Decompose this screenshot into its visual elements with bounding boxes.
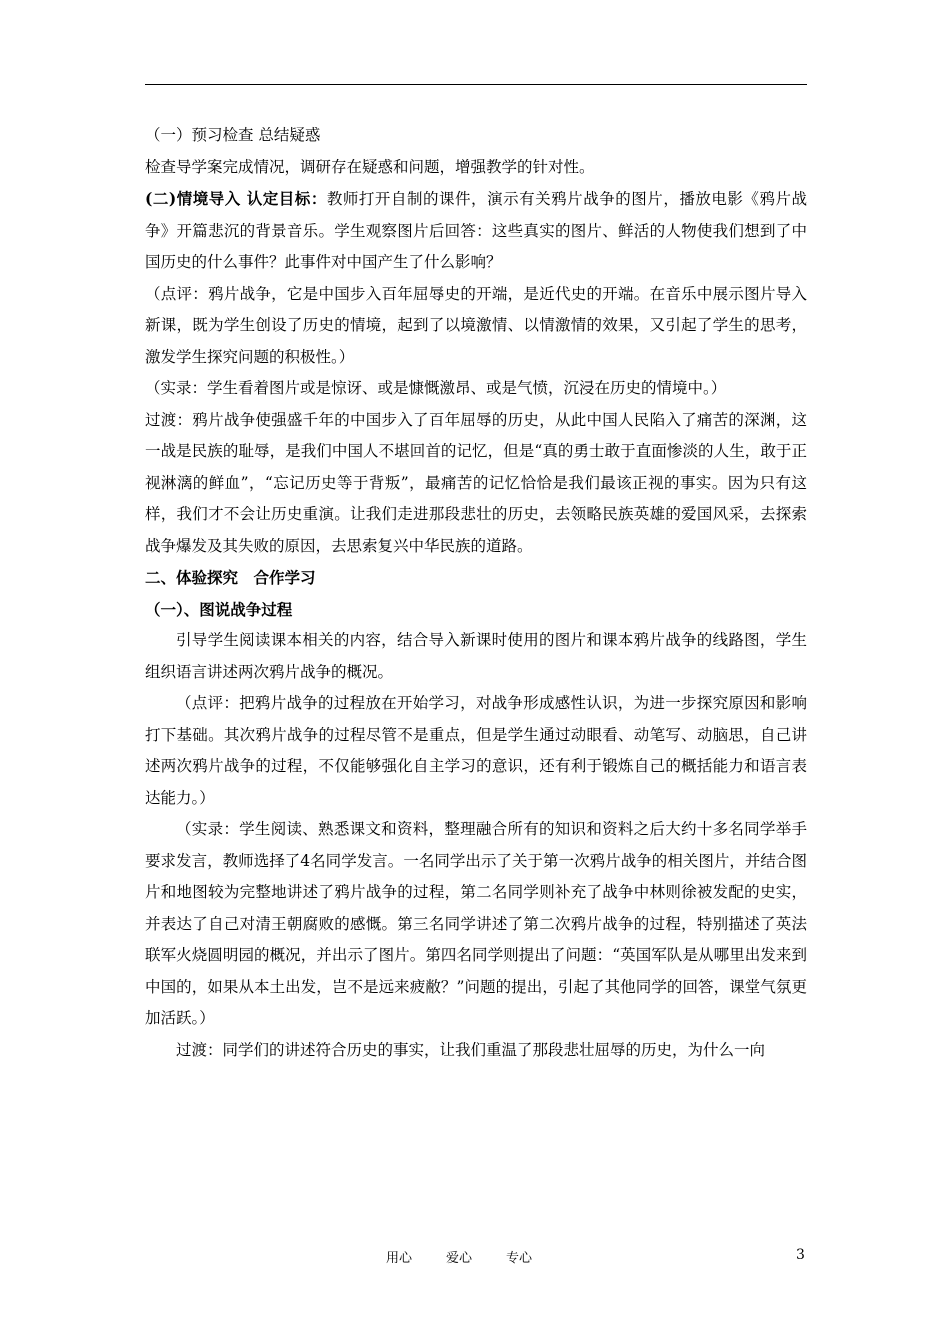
section-heading-preview: （一）预习检查 总结疑惑 bbox=[145, 126, 321, 144]
page-footer bbox=[0, 1247, 950, 1271]
paragraph-record: （实录：学生看着图片或是惊讶、或是慷慨激昂、或是气愤，沉浸在历史的情境中。） bbox=[145, 379, 727, 397]
footer-motto-item: 专心 bbox=[506, 1251, 533, 1266]
footer-motto-item: 爱心 bbox=[446, 1251, 473, 1266]
paragraph-lead: (二)情境导入 认定目标： bbox=[145, 189, 327, 208]
paragraph: 引导学生阅读课本相关的内容，结合导入新课时使用的图片和课本鸦片战争的线路图，学生组织语言讲述两次鸦片战争的概况。 bbox=[145, 631, 807, 681]
document-body bbox=[145, 120, 807, 1066]
paragraph-record: （实录：学生阅读、熟悉课文和资料，整理融合所有的知识和资料之后大约十多名同学举手要求发言，教师选择了4名同学发言。一名同学出示了关于第一次鸦片战争的相关图片，并结合图片和地图较为完整地讲述了鸦片战争的过程，第二名同学则补充了战争中林则徐被发配的史实，并表达了自己对清王朝腐败的感慨。第三名同学讲述了第二次鸦片战争的过程，特别描述了英法联军火烧圆明园的概况，并出示了图片。第四名同学则提出了问题：“英国军队是从哪里出发来到中国的，如果从本土出发，岂不是远来疲敝？”问题的提出，引起了其他同学的回答，课堂气氛更加活跃。） bbox=[145, 820, 807, 1027]
subsection-heading: （一）、图说战争过程 bbox=[145, 599, 293, 619]
header-rule bbox=[145, 84, 807, 85]
page-number: 3 bbox=[796, 1247, 805, 1263]
paragraph: 检查导学案完成情况，调研存在疑惑和问题，增强教学的针对性。 bbox=[145, 157, 595, 176]
paragraph-transition: 过渡：鸦片战争使强盛千年的中国步入了百年屈辱的历史，从此中国人民陷入了痛苦的深渊，这一战是民族的耻辱，是我们中国人不堪回首的记忆，但是“真的勇士敢于直面惨淡的人生，敢于正视淋漓的鲜血”，“忘记历史等于背叛”，最痛苦的记忆恰恰是我们最该正视的事实。因为只有这样，我们才不会让历史重演。让我们走进那段悲壮的历史，去领略民族英雄的爱国风采，去探索战争爆发及其失败的原因，去思索复兴中华民族的道路。 bbox=[145, 410, 807, 555]
footer-motto-item: 用心 bbox=[386, 1251, 413, 1266]
paragraph-comment: （点评：鸦片战争，它是中国步入百年屈辱史的开端，是近代史的开端。在音乐中展示图片导入新课，既为学生创设了历史的情境，起到了以境激情、以情激情的效果，又引起了学生的思考，激发学生探究问题的积极性。） bbox=[145, 284, 807, 366]
paragraph-comment: （点评：把鸦片战争的过程放在开始学习，对战争形成感性认识，为进一步探究原因和影响打下基础。其次鸦片战争的过程尽管不是重点，但是学生通过动眼看、动笔写、动脑思，自己讲述两次鸦片战争的过程，不仅能够强化自主学习的意识，还有利于锻炼自己的概括能力和语言表达能力。） bbox=[145, 694, 807, 807]
paragraph-scene-intro bbox=[145, 183, 807, 279]
footer-motto bbox=[386, 1247, 566, 1266]
section-heading-inquiry: 二、体验探究 合作学习 bbox=[145, 568, 316, 587]
paragraph-text: 教师打开自制的课件，演示有关鸦片战争的图片，播放电影《鸦片战争》开篇悲沉的背景音乐。学生观察图片后回答：这些真实的图片、鲜活的人物使我们想到了中国历史的什么事件？此事件对中国产生了什么影响？ bbox=[145, 190, 807, 271]
paragraph-transition: 过渡：同学们的讲述符合历史的事实，让我们重温了那段悲壮屈辱的历史，为什么一向 bbox=[176, 1040, 766, 1059]
